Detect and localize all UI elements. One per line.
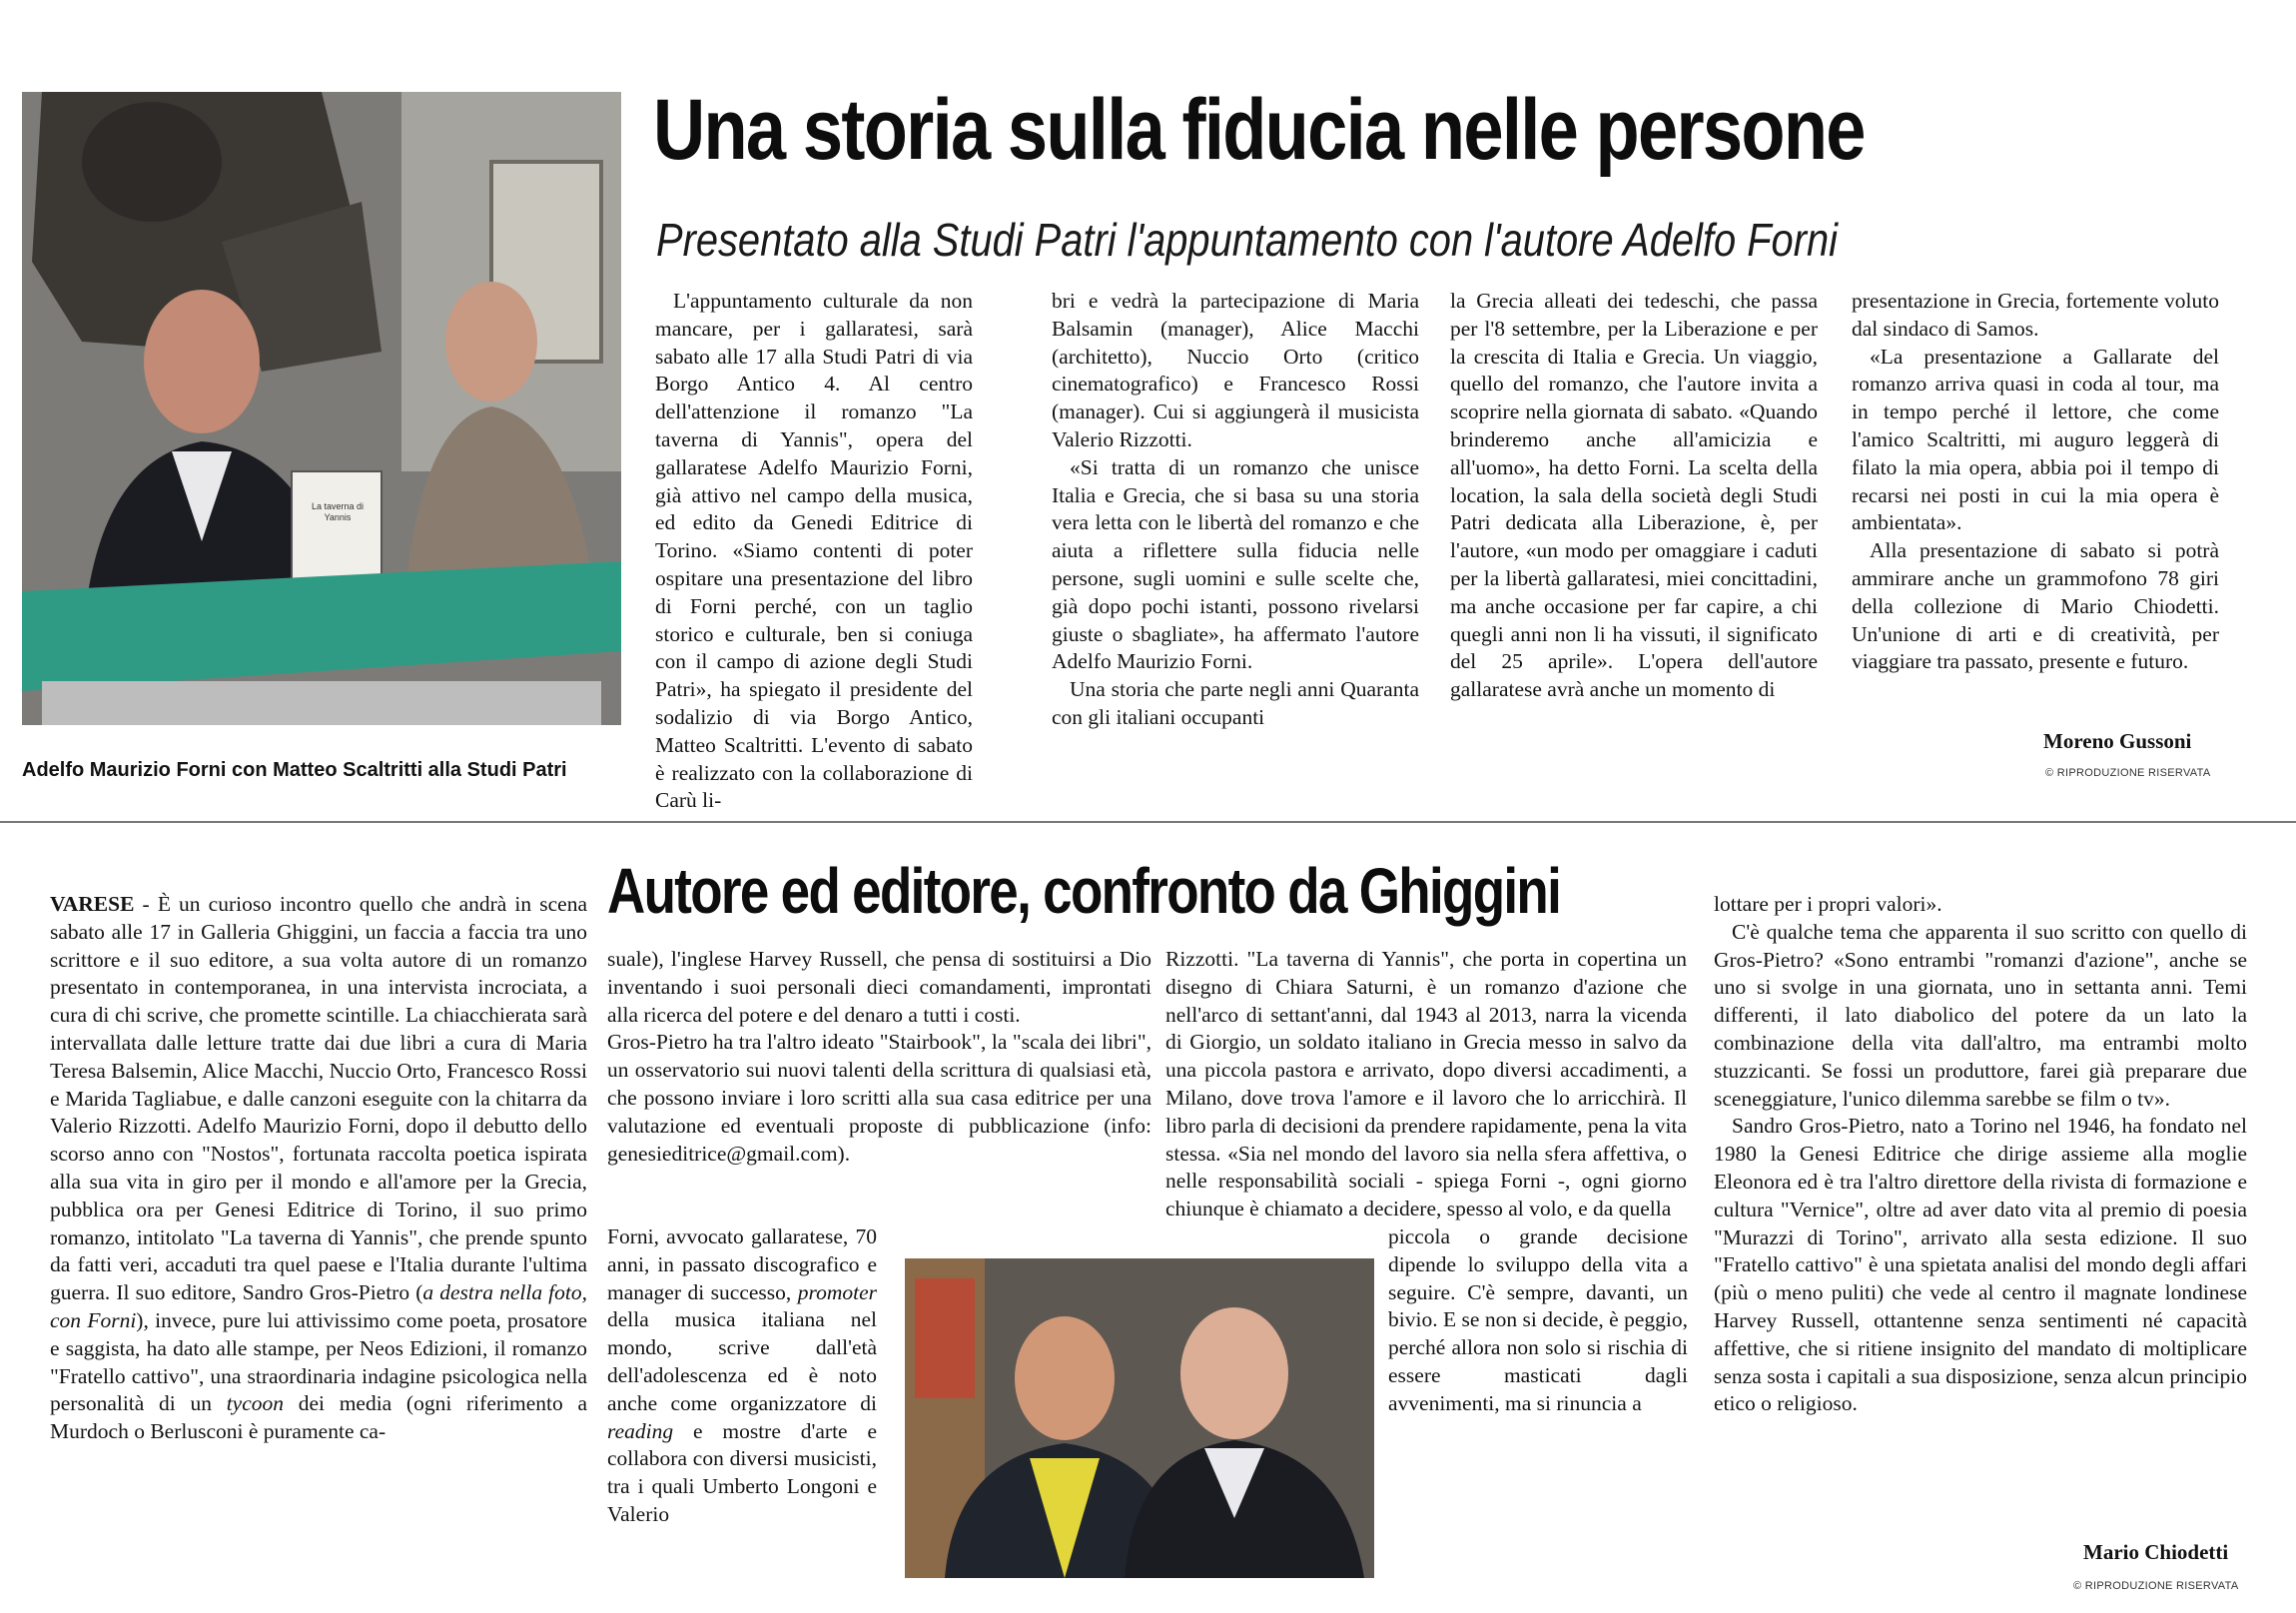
article1-column-2: bri e vedrà la partecipazione di Maria Balsamin (manager), Alice Macchi (architetto), Nuccio Orto (critico cinematografico) e Francesco Rossi (manager). Cui si aggiungerà il musicista Valerio Rizzotti. «Si tratta di un romanzo che unisce Italia e Grecia, che si basa su una storia vera letta con le libertà del romanzo e che aiuta a riflettere sulla fiducia nelle persone, sugli uomini e sulle scelte che, già dopo pochi istanti, possono rivelarsi giuste o sbagliate», ha affermato l'autore Adelfo Maurizio Forni. Una storia che parte negli anni Quaranta con gli italiani occupanti <box>1052 289 1419 729</box>
article2-column-2: suale), l'inglese Harvey Russell, che pensa di sostituirsi a Dio inventando i suoi personali dieci comandamenti, improntati alla ricerca del potere e del denaro a tutti i costi. Gros-Pietro ha tra l'altro ideato "Stairbook", la "scala dei libri", un osservatorio sui nuovi talenti della scrittura di qualsiasi età, che possono inviare i loro scritti alla sua casa editrice per una valutazione ed eventuali proposte di pubblicazione (info: genesieditrice@gmail.com). <box>607 947 1151 1166</box>
article2-column-3-lower: piccola o grande decisione dipende lo sviluppo della vita a seguire. C'è sempre, davanti, un bivio. E se non si decide, è peggio, perché allora non solo si rischia di essere masticati dagli avvenimenti, ma si rinuncia a <box>1388 1224 1688 1415</box>
section-divider <box>0 821 2296 823</box>
headline-2: Autore ed editore, confronto da Ghiggini <box>607 855 1561 927</box>
photo2-scene <box>905 1258 1374 1578</box>
rights-2: © RIPRODUZIONE RISERVATA <box>2073 1580 2239 1592</box>
headline-1: Una storia sulla fiducia nelle persone <box>653 82 1865 178</box>
article1-column-4: presentazione in Grecia, fortemente voluto dal sindaco di Samos. «La presentazione a Gallarate del romanzo arriva quasi in coda al tour, ma in tempo perché il lettore, che come l'amico Scaltritti, mi auguro leggerà di filato la mia opera, abbia poi il tempo di recarsi nei posti in cui la mia opera è ambientata». Alla presentazione di sabato si potrà ammirare anche un grammofono 78 giri della collezione di Mario Chiodetti. Un'unione di arti e di creatività, per viaggiare tra passato, presente e futuro. <box>1852 289 2219 674</box>
signature-2: Mario Chiodetti <box>2083 1540 2229 1564</box>
article1-column-3: la Grecia alleati dei tedeschi, che passa per l'8 settembre, per la Liberazione e per la crescita di Italia e Grecia. Un viaggio, quello del romanzo, che l'autore invita a scoprire nella giornata di sabato. «Quando brinderemo anche all'amicizia e all'uomo», ha detto Forni. La scelta della location, la sala della società degli Studi Patri dedicata alla Liberazione, è, per l'autore, «un modo per omaggiare i caduti per la libertà gallaratesi, miei concittadini, ma anche occasione per far capire, a chi quegli anni non li ha vissuti, il significato del 25 aprile». L'opera dell'autore gallaratese avrà anche un momento di <box>1450 289 1818 702</box>
subheadline-1: Presentato alla Studi Patri l'appuntamento con l'autore Adelfo Forni <box>656 214 1838 266</box>
photo-scene <box>22 92 621 725</box>
photo-forni-gros-pietro <box>905 1258 1374 1578</box>
dateline: VARESE <box>50 892 135 916</box>
signature-1: Moreno Gussoni <box>2043 729 2192 753</box>
book-cover-title: La taverna di Yannis <box>311 501 365 522</box>
photo-caption: Adelfo Maurizio Forni con Matteo Scaltritti alla Studi Patri <box>22 759 567 781</box>
rights-1: © RIPRODUZIONE RISERVATA <box>2045 767 2211 779</box>
article2-column-4: lottare per i propri valori». C'è qualche tema che apparenta il suo scritto con quello di Gros-Pietro? «Sono entrambi "romanzi d'azione", anche se uno si svolge in una giornata, uno in settanta anni. Temi differenti, il lato diabolico del potere da un lato la combinazione della vita dall'altro, ma entrambi molto stuzzicanti. Se fossi un produttore, farei già preparare due sceneggiature, l'unico dilemma sarebbe se film o tv». Sandro Gros-Pietro, nato a Torino nel 1946, ha fondato nel 1980 la Genesi Editrice che dirige assieme alla moglie Eleonora ed è tra l'altro direttore della rivista di formazione e cultura "Vernice", oltre ad aver dato vita al premio di poesia "Murazzi di Torino", arrivato alla sesta edizione. Il suo "Fratello cattivo" è una spietata analisi del mondo degli affari (più o meno puliti) che vede al centro il magnate londinese Harvey Russell, ottantenne senza sentimenti né capacità affettive, che si ritiene insignito del mandato di moltiplicare senza sosta i capitali a sua disposizione, senza alcun principio etico o religioso. <box>1714 892 2247 1416</box>
photo-studi-patri <box>22 92 621 725</box>
article2-column-2-lower: Forni, avvocato gallaratese, 70 anni, in passato discografico e manager di successo, promoter della musica italiana nel mondo, scrive dall'età dell'adolescenza ed è noto anche come organizzatore di reading e mostre d'arte e collabora con diversi musicisti, tra i quali Umberto Longoni e Valerio <box>607 1224 877 1526</box>
article1-column-1: L'appuntamento culturale da non mancare, per i gallaratesi, sarà sabato alle 17 alla Studi Patri di via Borgo Antico 4. Al centro dell'attenzione il romanzo "La taverna di Yannis", opera del gallaratese Adelfo Maurizio Forni, già attivo nel campo della musica, ed edito da Genedi Editrice di Torino. «Siamo contenti di poter ospitare una presentazione del libro di Forni perché, con un taglio storico e culturale, ben si coniuga con il campo di azione degli Studi Patri», ha spiegato il presidente del sodalizio di via Borgo Antico, Matteo Scaltritti. L'evento di sabato è realizzato con la collaborazione di Carù li- <box>655 289 973 813</box>
article2-column-1: VARESE - È un curioso incontro quello che andrà in scena sabato alle 17 in Galleria Ghiggini, un faccia a faccia tra uno scrittore e il suo editore, a sua volta autore di un romanzo presentato in contemporanea, in una intervista incrociata, a cura di chi scrive, che promette scintille. La chiacchierata sarà intervallata dalle letture tratte dai due libri a cura di Maria Teresa Balsemin, Alice Macchi, Nuccio Orto, Francesco Rossi e Marida Tagliabue, e dalle canzoni eseguite con la chitarra da Valerio Rizzotti. Adelfo Maurizio Forni, dopo il debutto dello scorso anno con "Nostos", fortunata raccolta poetica ispirata alla sua vita in giro per il mondo e all'amore per la Grecia, pubblica ora per Genesi Editrice di Torino, il suo primo romanzo, intitolato "La taverna di Yannis", che prende spunto da fatti veri, accaduti tra quel paese e l'Italia durante l'ultima guerra. Il suo editore, Sandro Gros-Pietro (a destra nella foto, con Forni), invece, pure lui attivissimo come poeta, prosatore e saggista, ha dato alle stampe, per Neos Edizioni, il romanzo "Fratello cattivo", una straordinaria indagine psicologica nella personalità di un tycoon dei media (ogni riferimento a Murdoch o Berlusconi è puramente ca- <box>50 892 587 1444</box>
article2-column-3: Rizzotti. "La taverna di Yannis", che porta in copertina un disegno di Chiara Saturni, è un romanzo d'azione che nell'arco di settant'anni, dal 1943 al 2013, narra la vicenda di Giorgio, un soldato italiano in Grecia messo in salvo da una piccola pastora e arrivato, dopo diversi accadimenti, a Milano, dove trova l'amore e il lavoro che lo arricchirà. Il libro parla di decisioni da prendere rapidamente, pena la vita stessa. «Sia nel mondo del lavoro sia nella sfera affettiva, o nelle responsabilità sociali - spiega Forni -, ogni giorno chiunque è chiamato a decidere, spesso al volo, e da quella <box>1165 947 1687 1221</box>
